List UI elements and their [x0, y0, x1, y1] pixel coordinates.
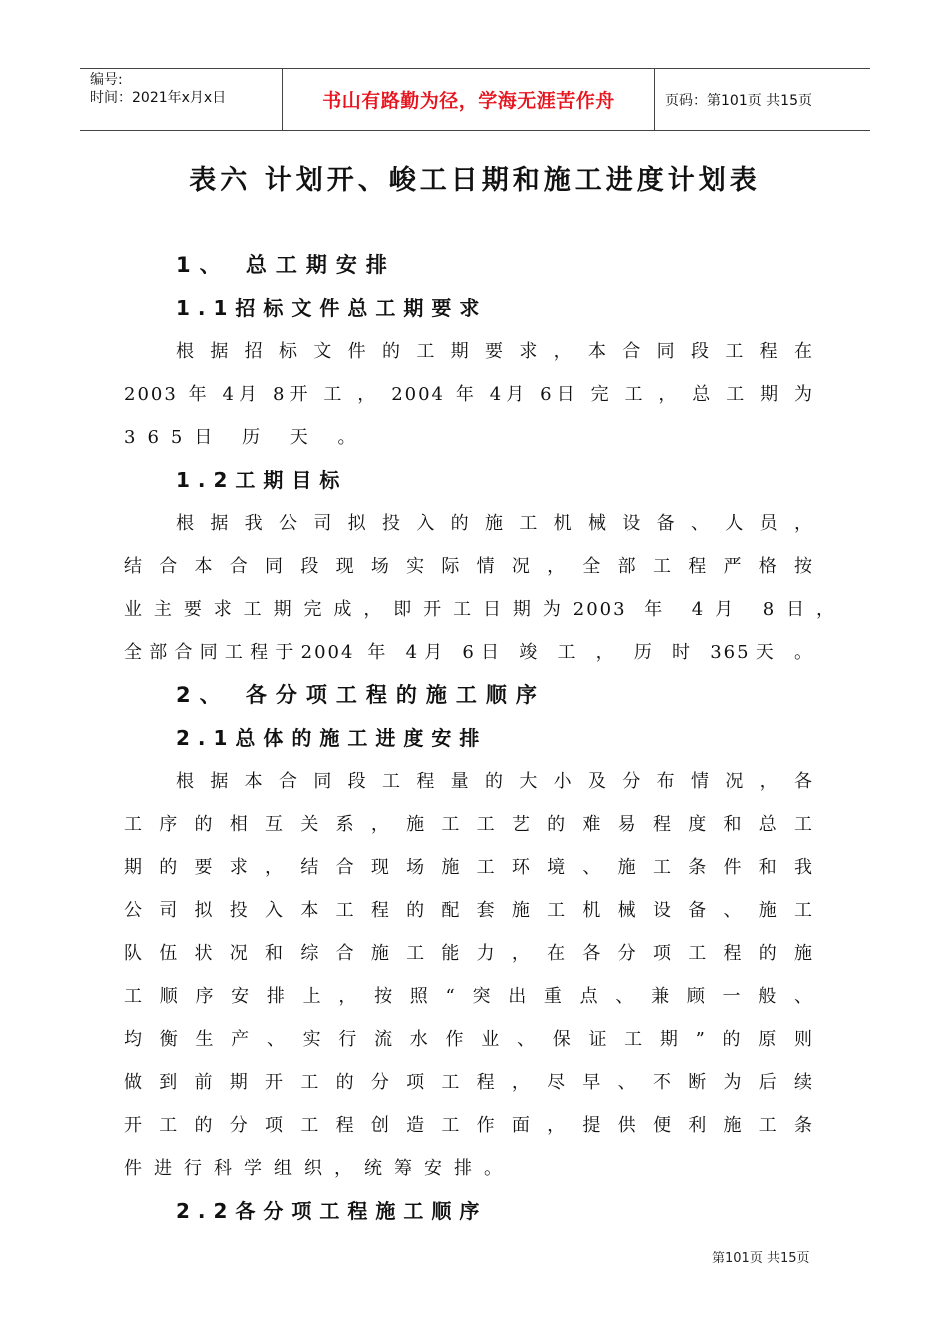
subsection-heading-2-2: 2.2各分项工程施工顺序 — [176, 1199, 488, 1223]
time-label: 时间：2021年x月x日 — [90, 90, 227, 106]
subsection-heading-1-1: 1.1招标文件总工期要求 — [176, 296, 488, 320]
paragraph-line: 全部合同工程于2004 年 4月 6日 竣 工 ， 历 时 365天 。 — [124, 642, 814, 663]
paragraph-line: 工顺序安排上，按照“突出重点、兼顾一般、 — [124, 986, 814, 1007]
paragraph-line: 队伍状况和综合施工能力，在各分项工程的施 — [124, 943, 814, 964]
document-body — [124, 244, 836, 1233]
section-heading-1: 1、 总工期安排 — [176, 253, 396, 277]
page-footer: 第101页 共15页 — [712, 1251, 810, 1266]
header-meta — [80, 69, 282, 130]
paragraph-line: 公司拟投入本工程的配套施工机械设备、施工 — [124, 900, 814, 921]
document-title: 表六 计划开、峻工日期和施工进度计划表 — [189, 165, 761, 196]
paragraph-line: 工序的相互关系，施工工艺的难易程度和总工 — [124, 814, 814, 835]
paragraph-line: 做到前期开工的分项工程，尽早、不断为后续 — [124, 1072, 814, 1093]
paragraph-line: 结合本合同段现场实际情况，全部工程严格按 — [124, 556, 814, 577]
paragraph-line: 根据我公司拟投入的施工机械设备、人员， — [176, 513, 814, 534]
paragraph-line: 业主要求工期完成，即开工日期为2003 年 4月 8日， — [124, 599, 836, 620]
paragraph-line: 开工的分项工程创造工作面，提供便利施工条 — [124, 1115, 814, 1136]
paragraph-line: 均衡生产、实行流水作业、保证工期”的原则 — [124, 1029, 814, 1050]
paragraph-line: 2003 年 4月 8开 工 ， 2004 年 4月 6日 完 工 ， 总 工 期 为 — [124, 384, 814, 405]
paragraph-line: 期的要求，结合现场施工环境、施工条件和我 — [124, 857, 814, 878]
header-motto: 书山有路勤为径，学海无涯苦作舟 — [282, 69, 655, 130]
paragraph-line: 件进行科学组织，统筹安排。 — [124, 1158, 514, 1179]
subsection-heading-1-2: 1.2工期目标 — [176, 468, 348, 492]
paragraph-line: 根据招标文件的工期要求，本合同段工程在 — [176, 341, 814, 362]
code-label: 编号: — [90, 72, 123, 88]
header-page-info: 页码：第101页 共15页 — [665, 92, 812, 109]
page-header — [80, 68, 870, 131]
paragraph-line: 365日 历 天 。 — [124, 427, 368, 448]
paragraph-line: 根据本合同段工程量的大小及分布情况，各 — [176, 771, 814, 792]
section-heading-2: 2、 各分项工程的施工顺序 — [176, 683, 546, 707]
subsection-heading-2-1: 2.1总体的施工进度安排 — [176, 726, 488, 750]
